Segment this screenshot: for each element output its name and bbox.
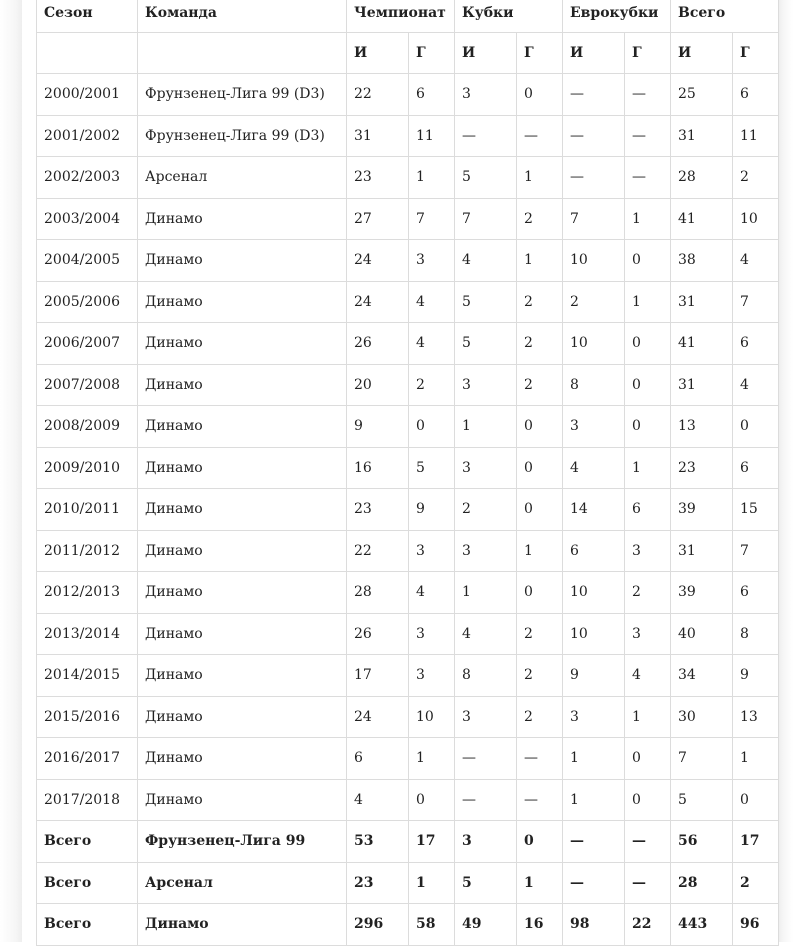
cell-total-goals: 6: [733, 572, 779, 614]
subheader-games: И: [347, 33, 409, 74]
cell-euro-goals: —: [625, 74, 671, 116]
cell-team: Динамо: [138, 738, 347, 780]
cell-team: Динамо: [138, 281, 347, 323]
cell-total-goals: 7: [733, 530, 779, 572]
cell-cup-games: 3: [455, 696, 517, 738]
cell-season: 2011/2012: [37, 530, 138, 572]
subheader-row: [37, 33, 779, 74]
cell-euro-games: 7: [563, 198, 625, 240]
cell-total-goals: 6: [733, 74, 779, 116]
cell-league-goals: 58: [409, 904, 455, 946]
table-header: [37, 0, 779, 74]
cell-euro-goals: 1: [625, 198, 671, 240]
cell-cup-games: —: [455, 115, 517, 157]
cell-league-goals: 4: [409, 323, 455, 365]
cell-euro-games: —: [563, 821, 625, 863]
cell-league-games: 22: [347, 530, 409, 572]
header-row: [37, 0, 779, 33]
table-row: [37, 364, 779, 406]
career-stats-table: [36, 0, 779, 946]
cell-league-games: 26: [347, 323, 409, 365]
cell-league-goals: 4: [409, 281, 455, 323]
cell-cup-games: 5: [455, 281, 517, 323]
table-row: [37, 696, 779, 738]
cell-season: 2015/2016: [37, 696, 138, 738]
cell-total-games: 40: [671, 613, 733, 655]
cell-total-goals: 9: [733, 655, 779, 697]
cell-team: Фрунзенец-Лига 99 (D3): [138, 74, 347, 116]
cell-euro-goals: —: [625, 862, 671, 904]
cell-total-goals: 15: [733, 489, 779, 531]
subheader-goals: Г: [517, 33, 563, 74]
table-row: [37, 447, 779, 489]
cell-season: 2000/2001: [37, 74, 138, 116]
cell-season: 2010/2011: [37, 489, 138, 531]
cell-euro-goals: —: [625, 115, 671, 157]
cell-cup-games: 3: [455, 74, 517, 116]
cell-season: 2007/2008: [37, 364, 138, 406]
table-row: [37, 198, 779, 240]
cell-cup-goals: 1: [517, 157, 563, 199]
cell-total-goals: 2: [733, 862, 779, 904]
subheader-goals: Г: [625, 33, 671, 74]
cell-league-games: 27: [347, 198, 409, 240]
cell-total-games: 7: [671, 738, 733, 780]
cell-league-games: 4: [347, 779, 409, 821]
cell-league-games: 26: [347, 613, 409, 655]
cell-league-games: 24: [347, 281, 409, 323]
cell-total-games: 31: [671, 115, 733, 157]
cell-euro-goals: 0: [625, 240, 671, 282]
cell-euro-games: 14: [563, 489, 625, 531]
subheader-empty: [138, 33, 347, 74]
cell-cup-goals: 0: [517, 74, 563, 116]
cell-team: Динамо: [138, 323, 347, 365]
cell-euro-goals: 6: [625, 489, 671, 531]
cell-season: 2009/2010: [37, 447, 138, 489]
cell-total-games: 56: [671, 821, 733, 863]
table-row: [37, 613, 779, 655]
subheader-empty: [37, 33, 138, 74]
cell-total-games: 443: [671, 904, 733, 946]
cell-league-games: 17: [347, 655, 409, 697]
cell-league-goals: 3: [409, 530, 455, 572]
subheader-games: И: [455, 33, 517, 74]
cell-cup-games: 3: [455, 821, 517, 863]
cell-season: 2013/2014: [37, 613, 138, 655]
cell-total-games: 39: [671, 572, 733, 614]
cell-team: Динамо: [138, 364, 347, 406]
header-championship: Чемпионат: [347, 0, 455, 33]
table-row: [37, 530, 779, 572]
cell-season: 2004/2005: [37, 240, 138, 282]
cell-euro-goals: 4: [625, 655, 671, 697]
cell-league-goals: 5: [409, 447, 455, 489]
cell-cup-games: 5: [455, 862, 517, 904]
cell-euro-games: —: [563, 115, 625, 157]
cell-total-games: 31: [671, 364, 733, 406]
cell-euro-games: 9: [563, 655, 625, 697]
cell-cup-goals: 2: [517, 613, 563, 655]
cell-cup-games: 5: [455, 323, 517, 365]
cell-cup-goals: 16: [517, 904, 563, 946]
cell-total-goals: 8: [733, 613, 779, 655]
cell-total-games: 31: [671, 281, 733, 323]
cell-league-games: 6: [347, 738, 409, 780]
cell-total-goals: 6: [733, 447, 779, 489]
cell-total-games: 28: [671, 862, 733, 904]
cell-total-goals: 0: [733, 779, 779, 821]
cell-cup-goals: —: [517, 738, 563, 780]
cell-total-games: 39: [671, 489, 733, 531]
cell-euro-goals: 1: [625, 696, 671, 738]
cell-season: 2008/2009: [37, 406, 138, 448]
cell-euro-games: 10: [563, 240, 625, 282]
total-row: [37, 821, 779, 863]
cell-total-games: 25: [671, 74, 733, 116]
cell-total-goals: 0: [733, 406, 779, 448]
cell-league-goals: 9: [409, 489, 455, 531]
cell-euro-goals: —: [625, 157, 671, 199]
cell-cup-games: 3: [455, 364, 517, 406]
cell-euro-goals: 3: [625, 530, 671, 572]
table-row: [37, 115, 779, 157]
cell-team: Динамо: [138, 198, 347, 240]
cell-cup-goals: 1: [517, 530, 563, 572]
cell-total-games: 41: [671, 198, 733, 240]
cell-league-goals: 17: [409, 821, 455, 863]
cell-season: 2006/2007: [37, 323, 138, 365]
subheader-goals: Г: [409, 33, 455, 74]
cell-cup-games: 7: [455, 198, 517, 240]
cell-cup-games: 1: [455, 572, 517, 614]
subheader-games: И: [563, 33, 625, 74]
table-body: [37, 74, 779, 946]
cell-league-games: 24: [347, 696, 409, 738]
cell-league-games: 53: [347, 821, 409, 863]
cell-league-games: 20: [347, 364, 409, 406]
cell-season: 2002/2003: [37, 157, 138, 199]
cell-euro-games: 1: [563, 738, 625, 780]
cell-team: Фрунзенец-Лига 99: [138, 821, 347, 863]
cell-total-games: 34: [671, 655, 733, 697]
table-row: [37, 572, 779, 614]
left-page-edge: [0, 0, 22, 942]
cell-season: 2014/2015: [37, 655, 138, 697]
cell-cup-games: 4: [455, 240, 517, 282]
cell-cup-games: 49: [455, 904, 517, 946]
cell-team: Динамо: [138, 904, 347, 946]
total-row: [37, 862, 779, 904]
cell-team: Динамо: [138, 572, 347, 614]
cell-euro-games: —: [563, 862, 625, 904]
cell-cup-goals: 0: [517, 821, 563, 863]
cell-total-games: 5: [671, 779, 733, 821]
cell-cup-goals: 2: [517, 323, 563, 365]
cell-total-goals: 10: [733, 198, 779, 240]
cell-total-games: 38: [671, 240, 733, 282]
table-row: [37, 489, 779, 531]
cell-team: Динамо: [138, 779, 347, 821]
cell-total-goals: 96: [733, 904, 779, 946]
cell-cup-goals: 0: [517, 572, 563, 614]
cell-league-games: 296: [347, 904, 409, 946]
cell-season: Всего: [37, 821, 138, 863]
cell-total-goals: 6: [733, 323, 779, 365]
cell-league-games: 23: [347, 157, 409, 199]
cell-total-goals: 2: [733, 157, 779, 199]
cell-season: 2005/2006: [37, 281, 138, 323]
subheader-goals: Г: [733, 33, 779, 74]
cell-euro-games: 3: [563, 406, 625, 448]
cell-cup-games: 5: [455, 157, 517, 199]
table-row: [37, 738, 779, 780]
cell-team: Динамо: [138, 406, 347, 448]
cell-total-games: 28: [671, 157, 733, 199]
cell-league-goals: 3: [409, 613, 455, 655]
cell-league-games: 16: [347, 447, 409, 489]
cell-total-goals: 13: [733, 696, 779, 738]
cell-league-games: 28: [347, 572, 409, 614]
cell-cup-games: 3: [455, 530, 517, 572]
cell-total-games: 31: [671, 530, 733, 572]
table-row: [37, 779, 779, 821]
cell-team: Динамо: [138, 655, 347, 697]
cell-league-goals: 1: [409, 157, 455, 199]
cell-league-games: 23: [347, 489, 409, 531]
right-page-edge: [779, 0, 793, 942]
cell-season: Всего: [37, 904, 138, 946]
cell-league-games: 23: [347, 862, 409, 904]
cell-league-goals: 1: [409, 862, 455, 904]
cell-season: 2003/2004: [37, 198, 138, 240]
cell-cup-goals: 0: [517, 489, 563, 531]
cell-cup-goals: 0: [517, 406, 563, 448]
cell-cup-goals: 2: [517, 198, 563, 240]
cell-euro-games: 4: [563, 447, 625, 489]
cell-league-goals: 7: [409, 198, 455, 240]
cell-euro-games: —: [563, 157, 625, 199]
cell-euro-goals: 0: [625, 738, 671, 780]
cell-team: Динамо: [138, 613, 347, 655]
cell-total-goals: 4: [733, 364, 779, 406]
cell-team: Арсенал: [138, 862, 347, 904]
cell-cup-goals: —: [517, 779, 563, 821]
cell-euro-games: 6: [563, 530, 625, 572]
cell-season: 2017/2018: [37, 779, 138, 821]
cell-season: 2012/2013: [37, 572, 138, 614]
cell-euro-games: 1: [563, 779, 625, 821]
cell-euro-goals: 0: [625, 406, 671, 448]
cell-euro-goals: 22: [625, 904, 671, 946]
cell-league-games: 31: [347, 115, 409, 157]
cell-cup-goals: 1: [517, 240, 563, 282]
cell-league-goals: 3: [409, 240, 455, 282]
table-row: [37, 240, 779, 282]
cell-euro-games: 10: [563, 613, 625, 655]
cell-cup-goals: 2: [517, 364, 563, 406]
cell-euro-games: 2: [563, 281, 625, 323]
cell-total-goals: 11: [733, 115, 779, 157]
cell-total-goals: 4: [733, 240, 779, 282]
table-row: [37, 655, 779, 697]
cell-team: Арсенал: [138, 157, 347, 199]
cell-euro-games: 10: [563, 323, 625, 365]
cell-season: Всего: [37, 862, 138, 904]
header-cups: Кубки: [455, 0, 563, 33]
cell-euro-games: 8: [563, 364, 625, 406]
cell-total-games: 13: [671, 406, 733, 448]
cell-league-goals: 10: [409, 696, 455, 738]
cell-team: Динамо: [138, 489, 347, 531]
cell-season: 2001/2002: [37, 115, 138, 157]
header-season: Сезон: [37, 0, 138, 33]
cell-total-games: 41: [671, 323, 733, 365]
cell-cup-goals: 2: [517, 281, 563, 323]
cell-euro-goals: —: [625, 821, 671, 863]
cell-cup-games: —: [455, 738, 517, 780]
table-row: [37, 323, 779, 365]
cell-euro-games: —: [563, 74, 625, 116]
cell-league-goals: 11: [409, 115, 455, 157]
cell-league-goals: 2: [409, 364, 455, 406]
total-row: [37, 904, 779, 946]
cell-euro-goals: 0: [625, 779, 671, 821]
cell-euro-goals: 3: [625, 613, 671, 655]
cell-league-goals: 6: [409, 74, 455, 116]
cell-league-goals: 4: [409, 572, 455, 614]
cell-league-games: 24: [347, 240, 409, 282]
cell-total-goals: 7: [733, 281, 779, 323]
cell-cup-games: 8: [455, 655, 517, 697]
cell-euro-games: 3: [563, 696, 625, 738]
cell-euro-goals: 1: [625, 281, 671, 323]
cell-cup-goals: 1: [517, 862, 563, 904]
table-row: [37, 281, 779, 323]
header-total: Всего: [671, 0, 779, 33]
table-row: [37, 406, 779, 448]
cell-cup-goals: 2: [517, 696, 563, 738]
cell-cup-games: 1: [455, 406, 517, 448]
cell-euro-goals: 2: [625, 572, 671, 614]
header-team: Команда: [138, 0, 347, 33]
cell-total-games: 30: [671, 696, 733, 738]
cell-league-goals: 0: [409, 406, 455, 448]
cell-total-goals: 1: [733, 738, 779, 780]
header-eurocups: Еврокубки: [563, 0, 671, 33]
cell-euro-goals: 0: [625, 323, 671, 365]
cell-league-games: 22: [347, 74, 409, 116]
cell-cup-goals: 2: [517, 655, 563, 697]
cell-cup-games: 4: [455, 613, 517, 655]
cell-cup-games: 3: [455, 447, 517, 489]
cell-total-games: 23: [671, 447, 733, 489]
cell-team: Динамо: [138, 530, 347, 572]
cell-cup-games: 2: [455, 489, 517, 531]
cell-team: Динамо: [138, 696, 347, 738]
cell-euro-goals: 1: [625, 447, 671, 489]
table-row: [37, 74, 779, 116]
cell-cup-games: —: [455, 779, 517, 821]
cell-team: Динамо: [138, 240, 347, 282]
cell-euro-games: 98: [563, 904, 625, 946]
cell-total-goals: 17: [733, 821, 779, 863]
table-row: [37, 157, 779, 199]
cell-cup-goals: —: [517, 115, 563, 157]
cell-cup-goals: 0: [517, 447, 563, 489]
cell-league-games: 9: [347, 406, 409, 448]
cell-euro-games: 10: [563, 572, 625, 614]
cell-league-goals: 0: [409, 779, 455, 821]
cell-team: Динамо: [138, 447, 347, 489]
cell-league-goals: 3: [409, 655, 455, 697]
cell-season: 2016/2017: [37, 738, 138, 780]
cell-team: Фрунзенец-Лига 99 (D3): [138, 115, 347, 157]
cell-euro-goals: 0: [625, 364, 671, 406]
subheader-games: И: [671, 33, 733, 74]
cell-league-goals: 1: [409, 738, 455, 780]
